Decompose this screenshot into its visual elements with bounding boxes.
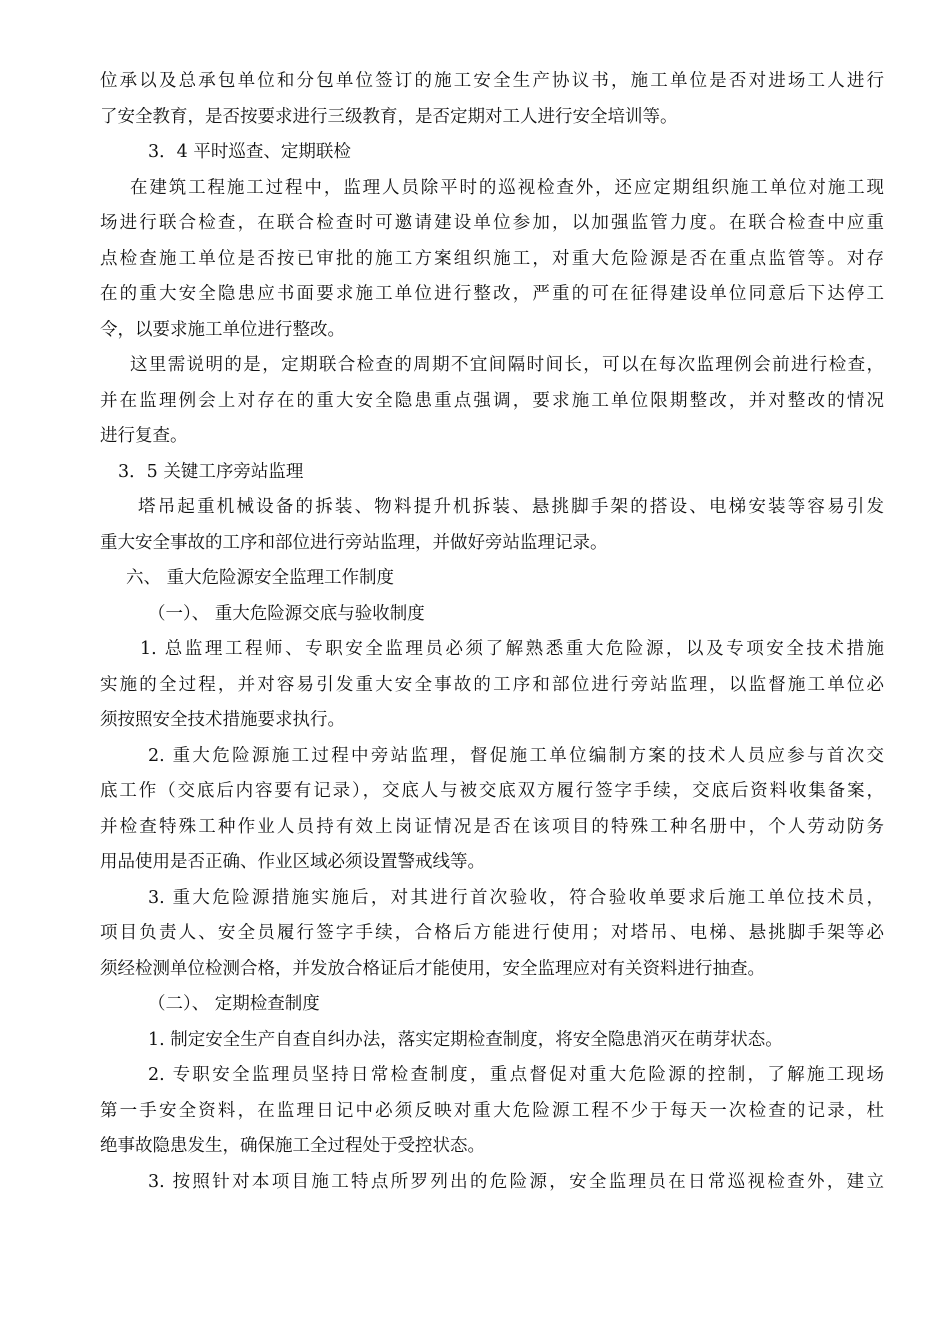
paragraph-item-2 xyxy=(100,739,884,881)
text-line: 塔吊起重机械设备的拆装、物料提升机拆装、悬挑脚手架的搭设、电梯安装等容易引发 xyxy=(138,497,884,517)
paragraph-side-supervision xyxy=(100,490,884,561)
heading-six-two xyxy=(100,987,884,1023)
text-line: 这里需说明的是，定期联合检查的周期不宜间隔时间长，可以在每次监理例会前进行检查， xyxy=(130,355,884,375)
heading-six xyxy=(100,561,884,597)
paragraph-item-3 xyxy=(100,881,884,988)
paragraph-check-1 xyxy=(100,1023,884,1059)
text-line: 2. 专职安全监理员坚持日常检查制度，重点督促对重大危险源的控制，了解施工现场 xyxy=(148,1065,884,1085)
text-line: 令，以要求施工单位进行整改。 xyxy=(100,319,345,340)
text-line: 在的重大安全隐患应书面要求施工单位进行整改，严重的可在征得建设单位同意后下达停工 xyxy=(100,284,884,304)
paragraph-agreement-education xyxy=(100,64,884,135)
text-line: 第一手安全资料，在监理日记中必须反映对重大危险源工程不少于每天一次检查的记录，杜 xyxy=(100,1100,884,1121)
text-line: 底工作（交底后内容要有记录），交底人与被交底双方履行签字手续，交底后资料收集备案， xyxy=(100,781,884,801)
text-line: 进行复查。 xyxy=(100,426,188,446)
text-line: 2. 重大危险源施工过程中旁站监理，督促施工单位编制方案的技术人员应参与首次交 xyxy=(148,745,884,766)
text-line: 重大安全事故的工序和部位进行旁站监理，并做好旁站监理记录。 xyxy=(100,532,608,553)
text-line: 用品使用是否正确、作业区域必须设置警戒线等。 xyxy=(100,852,485,872)
heading-six-one xyxy=(100,597,884,633)
section-heading: 3．5 关键工序旁站监理 xyxy=(118,461,304,482)
text-line: 3. 按照针对本项目施工特点所罗列出的危险源，安全监理员在日常巡视检查外，建立 xyxy=(148,1171,884,1192)
paragraph-item-1 xyxy=(100,632,884,739)
text-line: 1. 制定安全生产自查自纠办法，落实定期检查制度，将安全隐患消灭在萌芽状态。 xyxy=(148,1029,783,1050)
text-line: 1. 总监理工程师、专职安全监理员必须了解熟悉重大危险源，以及专项安全技术措施 xyxy=(140,639,884,659)
heading-3-5 xyxy=(100,455,884,491)
section-heading: 3．4 平时巡查、定期联检 xyxy=(148,142,351,162)
paragraph-joint-inspection xyxy=(100,171,884,349)
text-line: 在建筑工程施工过程中，监理人员除平时的巡视检查外，还应定期组织施工单位对施工现 xyxy=(130,177,884,198)
text-line: 位承以及总承包单位和分包单位签订的施工安全生产协议书，施工单位是否对进场工人进行 xyxy=(100,71,884,91)
paragraph-inspection-period xyxy=(100,348,884,455)
text-line: 场进行联合检查，在联合检查时可邀请建设单位参加，以加强监管力度。在联合检查中应重 xyxy=(100,213,884,233)
text-line: 项目负责人、安全员履行签字手续，合格后方能进行使用；对塔吊、电梯、悬挑脚手架等必 xyxy=(100,923,884,943)
document-page xyxy=(100,64,884,1200)
text-line: 须按照安全技术措施要求执行。 xyxy=(100,710,345,730)
text-line: 3. 重大危险源措施实施后，对其进行首次验收，符合验收单要求后施工单位技术员， xyxy=(148,887,884,908)
paragraph-check-3 xyxy=(100,1165,884,1201)
text-line: 须经检测单位检测合格，并发放合格证后才能使用，安全监理应对有关资料进行抽查。 xyxy=(100,958,765,979)
text-line: 实施的全过程，并对容易引发重大安全事故的工序和部位进行旁站监理，以监督施工单位必 xyxy=(100,674,884,695)
text-line: 点检查施工单位是否按已审批的施工方案组织施工，对重大危险源是否在重点监管等。对存 xyxy=(100,248,884,269)
subsection-heading: （一）、 重大危险源交底与验收制度 xyxy=(148,603,425,624)
text-line: 并在监理例会上对存在的重大安全隐患重点强调，要求施工单位限期整改，并对整改的情况 xyxy=(100,390,884,411)
subsection-heading: （二）、 定期检查制度 xyxy=(148,994,320,1014)
text-line: 并检查特殊工种作业人员持有效上岗证情况是否在该项目的特殊工种名册中，个人劳动防务 xyxy=(100,816,884,837)
section-heading: 六、 重大危险源安全监理工作制度 xyxy=(126,568,395,588)
text-line: 了安全教育，是否按要求进行三级教育，是否定期对工人进行安全培训等。 xyxy=(100,106,678,127)
heading-3-4 xyxy=(100,135,884,171)
text-line: 绝事故隐患发生，确保施工全过程处于受控状态。 xyxy=(100,1136,485,1156)
paragraph-check-2 xyxy=(100,1058,884,1165)
